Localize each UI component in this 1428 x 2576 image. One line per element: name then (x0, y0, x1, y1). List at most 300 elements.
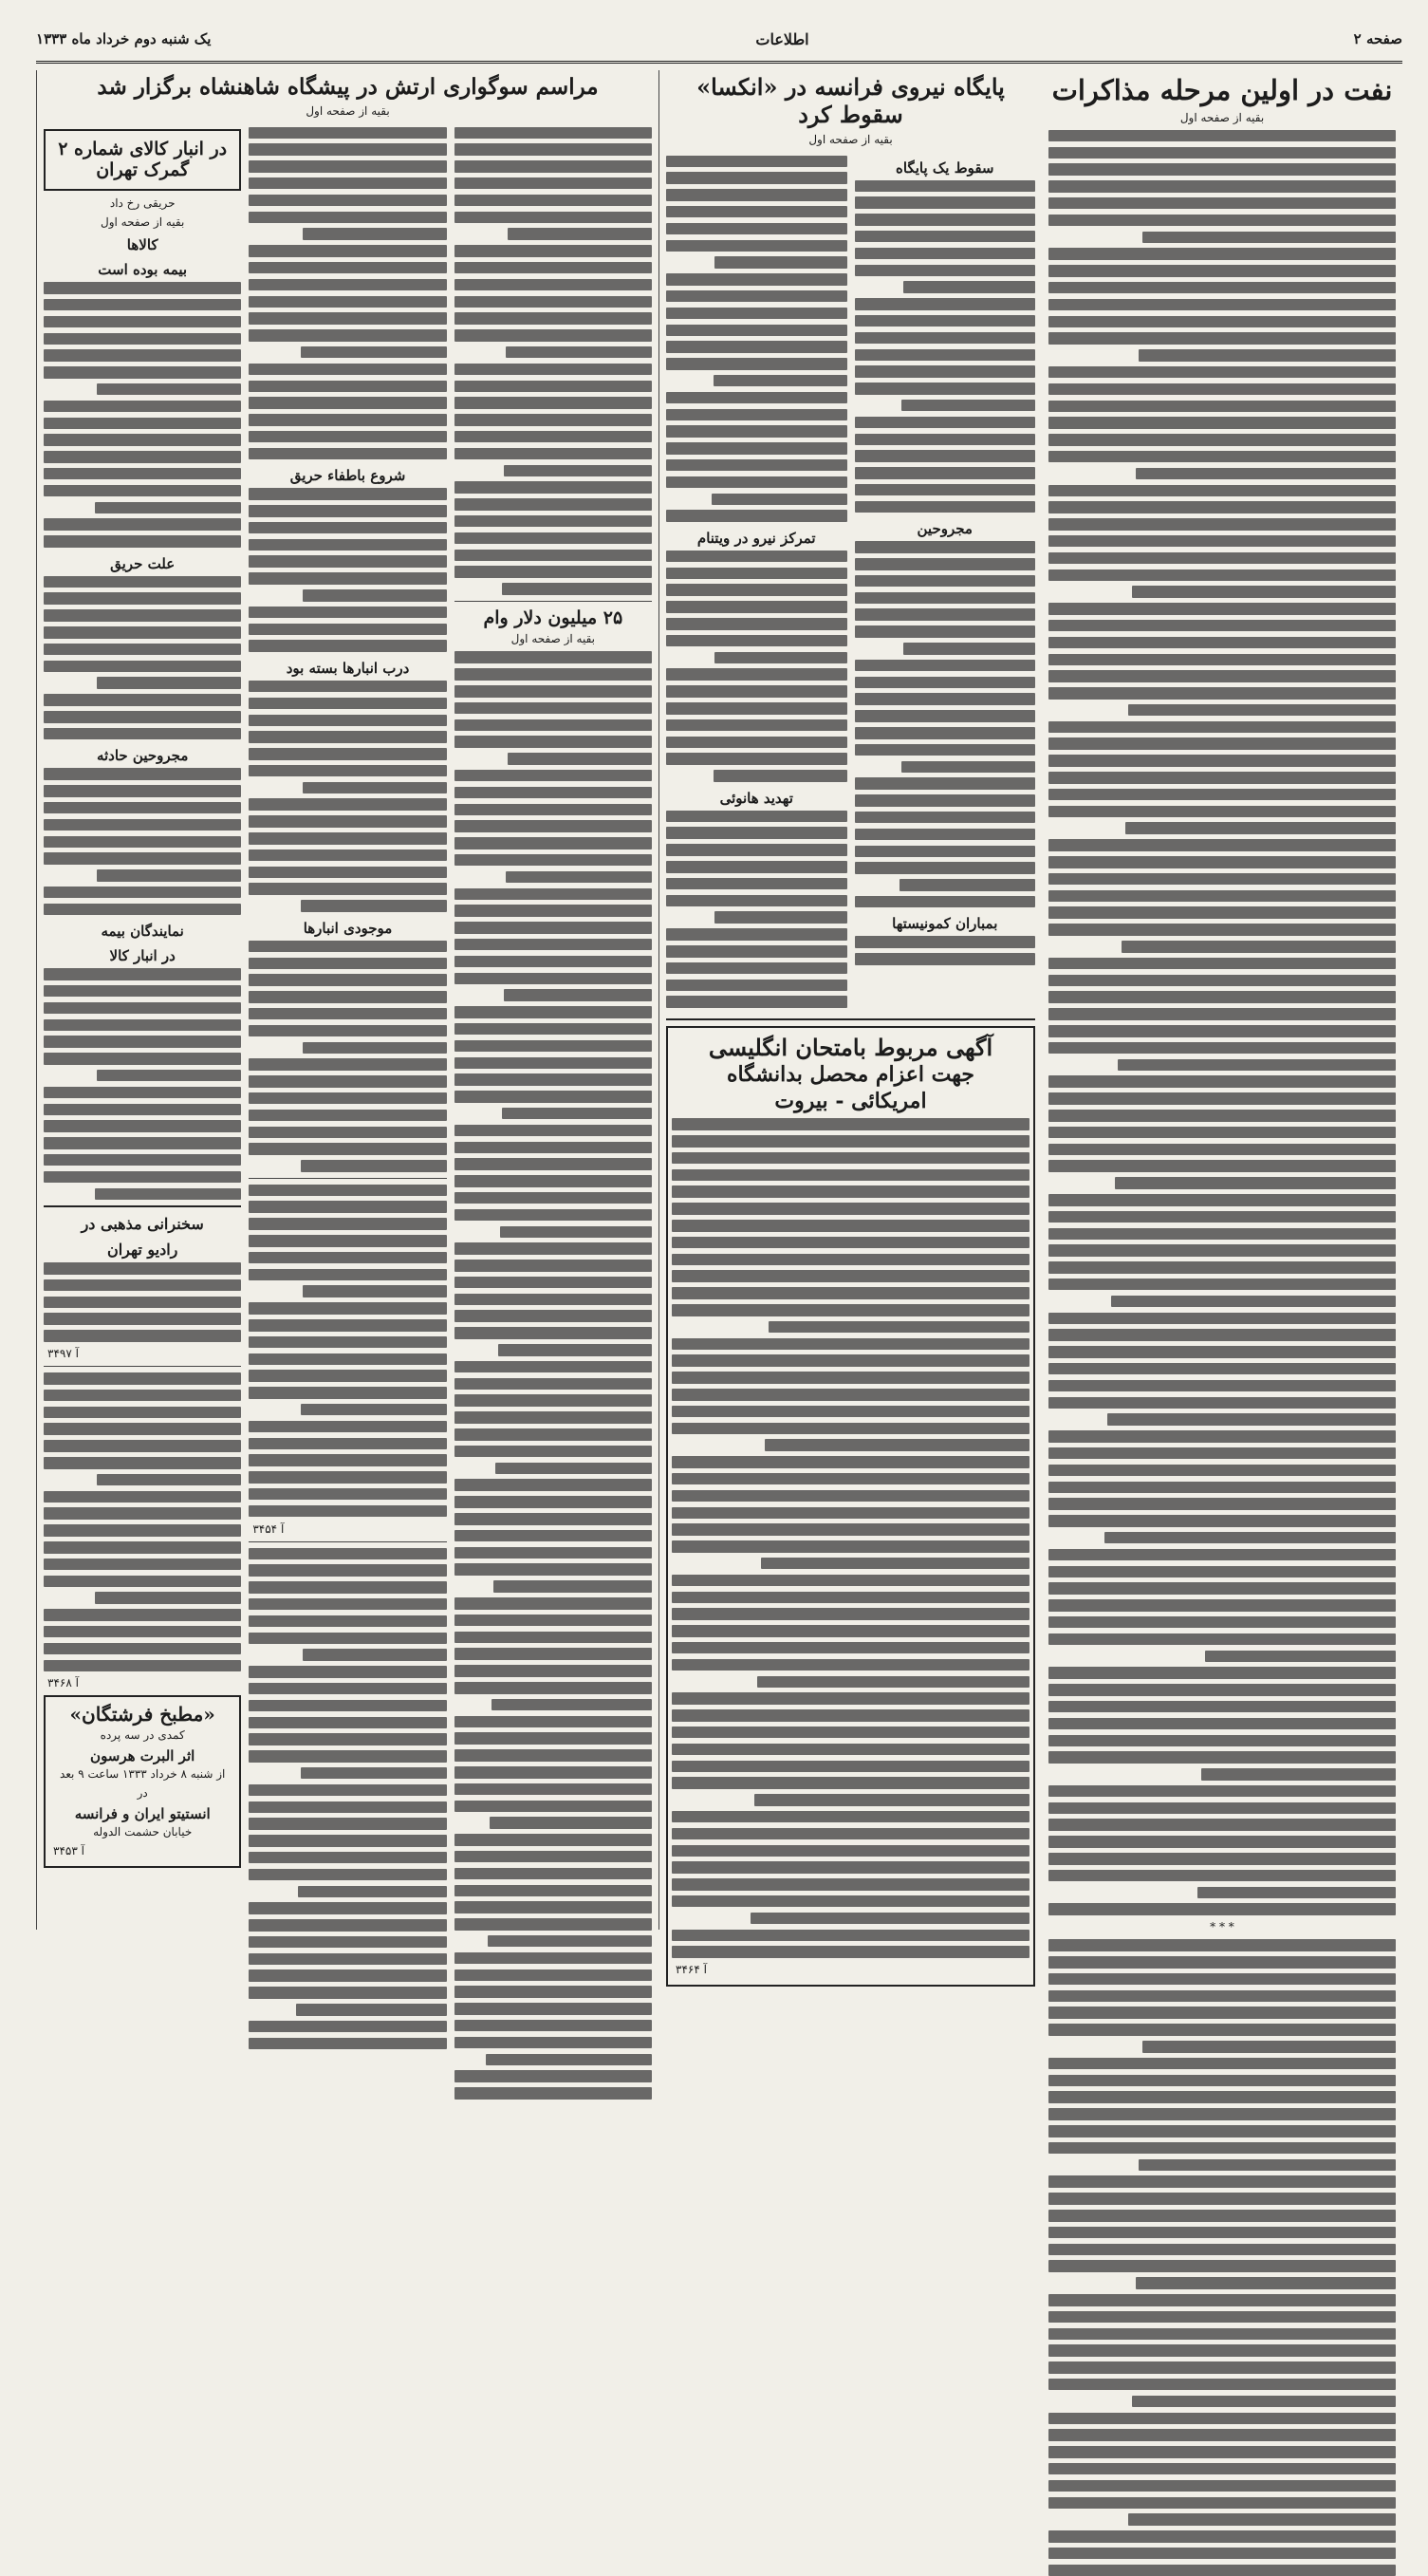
text-line (303, 782, 447, 794)
text-line (666, 702, 847, 715)
text-line (855, 727, 1036, 739)
text-line (1048, 1990, 1396, 2003)
text-line (249, 312, 446, 325)
text-line (666, 719, 847, 732)
text-line (44, 1576, 241, 1588)
text-line (672, 1828, 1029, 1840)
text-line (672, 1811, 1029, 1823)
text-line (454, 1632, 652, 1644)
text-line (44, 592, 241, 605)
text-line (44, 728, 241, 740)
text-line (1048, 2446, 1396, 2458)
text-line (1128, 704, 1396, 717)
text-line (751, 1913, 1029, 1925)
text-line (44, 887, 241, 899)
text-line (249, 1784, 446, 1797)
text-line (1048, 1329, 1396, 1341)
text-line (1048, 2125, 1396, 2137)
ad-code: آ ۳۴۶۴ (676, 1963, 707, 1977)
separator-stars: * * * (1210, 1920, 1234, 1934)
text-line (1048, 1447, 1396, 1460)
text-line (1048, 1819, 1396, 1831)
text-line (454, 2087, 652, 2100)
text-line (1048, 2142, 1396, 2155)
text-line (1048, 1549, 1396, 1561)
text-line (1048, 1973, 1396, 1986)
text-line (44, 626, 241, 639)
text-line (1048, 434, 1396, 446)
text-line (249, 748, 446, 760)
text-line (1122, 941, 1396, 953)
text-line (855, 298, 1036, 310)
text-line (44, 1002, 241, 1015)
text-line (454, 973, 652, 985)
text-line (1048, 1110, 1396, 1122)
text-line (44, 1372, 241, 1385)
text-line (1048, 737, 1396, 750)
text-line (504, 465, 652, 477)
text-line (454, 1209, 652, 1222)
text-line (454, 1294, 652, 1306)
text-line (1048, 2497, 1396, 2510)
text-line (44, 968, 241, 980)
text-line (454, 1158, 652, 1170)
text-line (855, 608, 1036, 621)
text-line (454, 397, 652, 409)
text-line (249, 1633, 446, 1645)
text-line (1048, 147, 1396, 159)
classified-code: آ ۳۴۹۷ (47, 1347, 79, 1361)
ad-title: آگهی مربوط بامتحان انگلیسی (708, 1034, 993, 1062)
text-line (249, 1717, 446, 1729)
text-line (249, 1801, 446, 1814)
text-line (454, 1563, 652, 1576)
text-line (1104, 1532, 1396, 1544)
issue-date: یک شنبه دوم خرداد ماه ۱۳۳۳ (36, 30, 212, 47)
text-line (855, 575, 1036, 588)
text-line (454, 1801, 652, 1813)
text-line (1048, 163, 1396, 176)
continued-note: بقیه از صفحه اول (1179, 110, 1265, 124)
text-line (1142, 232, 1396, 244)
text-line (44, 1440, 241, 1452)
text-line (249, 815, 446, 828)
text-line (1048, 1075, 1396, 1088)
text-line (44, 1036, 241, 1048)
text-line (454, 1040, 652, 1053)
text-line (666, 240, 847, 252)
text-line (1048, 1397, 1396, 1409)
text-line (666, 737, 847, 749)
text-line (1118, 1059, 1396, 1072)
text-line (249, 849, 446, 862)
text-line (1048, 535, 1396, 548)
text-line (1048, 2429, 1396, 2441)
text-line (666, 459, 847, 472)
text-line (666, 584, 847, 596)
article-body (44, 768, 241, 915)
text-line (1048, 2548, 1396, 2560)
text-line (454, 1023, 652, 1036)
play-line: از شنبه ۸ خرداد ۱۳۳۳ ساعت ۹ بعد (59, 1767, 226, 1782)
text-line (1048, 620, 1396, 632)
text-line (672, 1878, 1029, 1891)
text-line (44, 1626, 241, 1638)
text-line (44, 1559, 241, 1571)
text-line (44, 644, 241, 656)
text-line (249, 1987, 446, 1999)
text-line (855, 332, 1036, 345)
text-line (1048, 2108, 1396, 2120)
text-line (672, 1507, 1029, 1520)
text-line (249, 1252, 446, 1264)
text-line (855, 231, 1036, 243)
text-line (714, 652, 846, 664)
text-line (44, 1019, 241, 1032)
text-line (493, 1580, 652, 1593)
text-line (454, 1851, 652, 1863)
text-line (1048, 1211, 1396, 1223)
article-body (44, 968, 241, 1200)
text-line (855, 248, 1036, 260)
text-line (1201, 1768, 1396, 1781)
text-line (1048, 975, 1396, 987)
text-line (672, 1389, 1029, 1401)
text-line (672, 1270, 1029, 1282)
text-line (249, 991, 446, 1003)
text-line (506, 346, 652, 359)
text-line (249, 195, 446, 207)
text-line (44, 576, 241, 588)
text-line (249, 1969, 446, 1982)
text-line (44, 535, 241, 548)
text-line (44, 852, 241, 865)
text-line (754, 1794, 1029, 1806)
text-line (712, 494, 847, 506)
text-line (249, 1700, 446, 1712)
text-line (1048, 2361, 1396, 2374)
text-line (1048, 789, 1396, 801)
text-line (855, 558, 1036, 570)
text-line (1048, 2227, 1396, 2239)
text-line (249, 1438, 446, 1450)
text-line (454, 177, 652, 190)
text-line (672, 1744, 1029, 1756)
text-line (1048, 1903, 1396, 1915)
article-body (249, 1185, 446, 1518)
text-line (1107, 1413, 1396, 1426)
text-line (44, 1524, 241, 1537)
section-title: موجودی انبارها (303, 919, 393, 937)
text-line (666, 341, 847, 353)
text-line (1048, 856, 1396, 868)
ad-title: رادیو تهران (106, 1241, 178, 1260)
text-line (666, 811, 847, 823)
text-line (303, 1285, 447, 1297)
text-line (454, 956, 652, 968)
text-line (672, 1237, 1029, 1249)
classified-body (44, 1372, 241, 1671)
text-line (249, 1454, 446, 1466)
text-line (666, 685, 847, 698)
text-line (454, 364, 652, 376)
text-line (249, 522, 446, 534)
text-line (855, 467, 1036, 479)
advertisement-english-exam (666, 1026, 1035, 1987)
text-line (855, 214, 1036, 226)
text-line (249, 448, 446, 460)
text-line (1048, 366, 1396, 379)
text-line (666, 325, 847, 337)
text-line (1139, 349, 1396, 362)
text-line (454, 515, 652, 528)
text-line (44, 1087, 241, 1099)
text-line (1048, 637, 1396, 649)
text-line (855, 417, 1036, 429)
text-line (1048, 1735, 1396, 1747)
ad-title: امریکائی - بیروت (774, 1088, 927, 1113)
text-line (454, 1006, 652, 1018)
text-line (249, 1110, 446, 1122)
text-line (454, 481, 652, 494)
text-line (249, 1683, 446, 1695)
text-line (1048, 1279, 1396, 1291)
classified-code: آ ۳۴۵۳ (53, 1843, 84, 1857)
text-line (301, 1404, 447, 1416)
text-line (1048, 569, 1396, 582)
text-line (1048, 1956, 1396, 1969)
text-line (672, 1287, 1029, 1299)
text-line (249, 1421, 446, 1433)
text-line (1048, 1751, 1396, 1764)
ad-title: سخنرانی مذهبی در (81, 1215, 204, 1234)
text-line (666, 635, 847, 647)
text-line (249, 414, 446, 426)
text-line (249, 1936, 446, 1949)
text-line (901, 761, 1035, 774)
text-line (1048, 806, 1396, 818)
text-line (249, 1548, 446, 1560)
text-line (666, 861, 847, 873)
text-line (1205, 1651, 1396, 1663)
text-line (1048, 2024, 1396, 2036)
text-line (672, 1152, 1029, 1165)
text-line (454, 1310, 652, 1322)
text-line (502, 583, 652, 595)
text-line (508, 753, 652, 765)
text-line (249, 698, 446, 710)
text-line (454, 1260, 652, 1272)
text-line (249, 1075, 446, 1088)
text-line (1048, 2091, 1396, 2103)
text-line (666, 442, 847, 455)
text-line (454, 329, 652, 342)
text-line (666, 844, 847, 856)
text-line (666, 895, 847, 907)
text-line (1048, 299, 1396, 311)
page-number: صفحه ۲ (1353, 30, 1402, 47)
text-line (1132, 2396, 1396, 2408)
text-line (903, 281, 1035, 293)
text-line (855, 744, 1036, 756)
text-line (97, 677, 241, 689)
text-line (249, 1127, 446, 1139)
text-line (249, 1852, 446, 1864)
classified-code: آ ۳۴۵۴ (252, 1521, 285, 1536)
text-line (249, 1201, 446, 1213)
text-line (855, 677, 1036, 689)
play-title: «مطبخ فرشتگان» (69, 1703, 215, 1727)
text-line (249, 262, 446, 274)
play-line: خیابان حشمت الدوله (93, 1824, 193, 1839)
text-line (44, 316, 241, 328)
text-line (44, 518, 241, 531)
text-line (454, 160, 652, 173)
text-line (666, 290, 847, 303)
text-line (855, 896, 1036, 908)
text-line (249, 1336, 446, 1349)
article-body (249, 127, 446, 460)
text-line (249, 1387, 446, 1399)
text-line (1048, 924, 1396, 936)
text-line (855, 953, 1036, 965)
text-line (1048, 1313, 1396, 1325)
text-line (249, 539, 446, 551)
text-line (1048, 383, 1396, 396)
text-line (296, 2004, 446, 2016)
text-line (1048, 873, 1396, 886)
text-line (757, 1676, 1029, 1689)
text-line (249, 296, 446, 308)
text-line (506, 871, 652, 884)
continued-note: بقیه از صفحه اول (808, 132, 893, 146)
text-line (454, 1885, 652, 1897)
text-line (1048, 1092, 1396, 1105)
text-line (249, 1302, 446, 1315)
text-line (666, 753, 847, 765)
text-line (454, 702, 652, 715)
text-line (249, 127, 446, 140)
article-body (855, 936, 1036, 964)
text-line (44, 661, 241, 673)
text-line (855, 777, 1036, 790)
text-line (855, 710, 1036, 722)
text-line (672, 1659, 1029, 1671)
masthead (36, 17, 1402, 64)
text-line (249, 883, 446, 895)
text-line (454, 1716, 652, 1728)
text-line (1048, 670, 1396, 682)
text-line (249, 364, 446, 376)
text-line (1048, 1633, 1396, 1646)
text-line (249, 1505, 446, 1518)
text-line (1048, 1667, 1396, 1679)
text-line (1048, 2328, 1396, 2341)
text-line (903, 643, 1035, 655)
continued-note: بقیه از صفحه اول (510, 632, 595, 646)
text-line (454, 1496, 652, 1508)
text-line (249, 1666, 446, 1678)
text-line (454, 212, 652, 224)
text-line (1048, 1939, 1396, 1951)
text-line (666, 476, 847, 489)
text-line (454, 1901, 652, 1913)
text-line (666, 223, 847, 235)
text-line (454, 1868, 652, 1880)
text-line (666, 510, 847, 522)
text-line (454, 1125, 652, 1137)
text-line (249, 1488, 446, 1501)
text-line (454, 1952, 652, 1965)
text-line (454, 651, 652, 663)
text-line (1048, 451, 1396, 463)
text-line (249, 1235, 446, 1247)
text-line (454, 414, 652, 426)
text-line (298, 1886, 446, 1898)
text-line (249, 958, 446, 970)
text-line (1048, 2058, 1396, 2070)
text-line (672, 1761, 1029, 1773)
text-line (672, 1625, 1029, 1637)
text-line (1048, 1701, 1396, 1713)
text-line (249, 177, 446, 190)
play-line: اثر البرت هرسون (90, 1747, 195, 1765)
text-line (454, 1242, 652, 1255)
text-line (1048, 552, 1396, 565)
text-line (249, 160, 446, 173)
article-body (666, 551, 847, 782)
text-line (855, 196, 1036, 209)
text-line (1048, 2244, 1396, 2256)
text-line (672, 1709, 1029, 1722)
text-line (1048, 721, 1396, 734)
text-line (249, 1319, 446, 1332)
text-line (44, 349, 241, 362)
text-line (249, 1818, 446, 1830)
text-line (1048, 2413, 1396, 2425)
text-line (44, 1120, 241, 1132)
headline-mourning: مراسم سوگواری ارتش در پیشگاه شاهنشاه برگزار شد (97, 74, 599, 100)
text-line (714, 256, 846, 269)
text-line (454, 905, 652, 917)
text-line (454, 1783, 652, 1796)
text-line (249, 381, 446, 393)
article-body-oil-2 (1048, 1939, 1396, 2576)
text-line (44, 802, 241, 814)
text-line (666, 827, 847, 839)
text-line (249, 1869, 446, 1881)
text-line (44, 1330, 241, 1342)
column-oil-negotiations (1042, 70, 1402, 1934)
play-line: در (137, 1786, 148, 1801)
text-line (1048, 890, 1396, 903)
text-line (1048, 332, 1396, 345)
column-france-base (658, 70, 1042, 1977)
ad-body (44, 1262, 241, 1342)
text-line (249, 397, 446, 409)
text-line (44, 1262, 241, 1275)
text-line (303, 589, 447, 602)
text-line (454, 1361, 652, 1373)
ad-title: جهت اعزام محصل بدانشگاه (726, 1062, 975, 1088)
text-line (454, 296, 652, 308)
text-line (454, 1091, 652, 1103)
text-line (666, 409, 847, 421)
text-line (44, 819, 241, 831)
text-line (454, 1766, 652, 1779)
text-line (672, 1220, 1029, 1232)
customs-fire-title-box (44, 129, 241, 192)
